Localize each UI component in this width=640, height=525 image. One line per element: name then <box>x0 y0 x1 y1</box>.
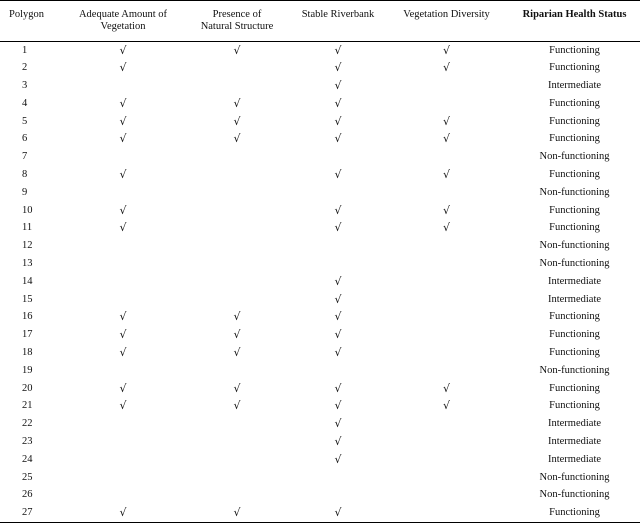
table-body <box>0 42 640 523</box>
adequate-vegetation-cell <box>64 362 182 380</box>
stable-riverbank-cell: √ <box>334 381 342 395</box>
stable-riverbank-cell: √ <box>334 78 342 92</box>
vegetation-diversity-cell: √ <box>442 61 450 75</box>
vegetation-diversity-cell <box>384 95 509 113</box>
header-riparian-health-status-line1: Riparian Health Status <box>522 9 627 20</box>
stable-riverbank-cell: √ <box>334 274 342 288</box>
vegetation-diversity-cell <box>384 344 509 362</box>
polygon-cell: 25 <box>22 471 33 483</box>
table-row <box>0 397 640 415</box>
polygon-cell: 4 <box>22 97 28 109</box>
table-row <box>0 219 640 237</box>
vegetation-diversity-cell: √ <box>442 203 450 217</box>
natural-structure-cell <box>182 166 292 184</box>
table-row <box>0 344 640 362</box>
polygon-cell: 19 <box>22 364 33 376</box>
table-row <box>0 504 640 522</box>
adequate-vegetation-cell: √ <box>119 381 127 395</box>
natural-structure-cell: √ <box>233 43 241 57</box>
natural-structure-cell <box>182 219 292 237</box>
natural-structure-cell <box>182 451 292 469</box>
health-status-cell: Intermediate <box>547 293 602 305</box>
stable-riverbank-cell <box>292 362 384 380</box>
table-row <box>0 308 640 326</box>
vegetation-diversity-cell <box>384 326 509 344</box>
stable-riverbank-cell <box>292 469 384 487</box>
health-status-cell: Intermediate <box>547 79 602 91</box>
natural-structure-cell <box>182 148 292 166</box>
vegetation-diversity-cell <box>384 504 509 522</box>
natural-structure-cell <box>182 415 292 433</box>
health-status-cell: Intermediate <box>547 435 602 447</box>
polygon-cell: 20 <box>22 382 33 394</box>
stable-riverbank-cell: √ <box>334 114 342 128</box>
health-status-cell: Functioning <box>549 62 600 74</box>
adequate-vegetation-cell: √ <box>119 399 127 413</box>
natural-structure-cell: √ <box>233 310 241 324</box>
stable-riverbank-cell: √ <box>334 96 342 110</box>
vegetation-diversity-cell <box>384 237 509 255</box>
polygon-cell: 12 <box>22 240 33 252</box>
header-stable-riverbank-line1: Stable Riverbank <box>301 9 375 20</box>
health-status-cell: Non-functioning <box>539 471 610 483</box>
health-status-cell: Intermediate <box>547 453 602 465</box>
vegetation-diversity-cell <box>384 486 509 504</box>
header-natural-structure-line2: Natural Structure <box>200 21 274 32</box>
header-natural-structure <box>182 1 292 42</box>
adequate-vegetation-cell: √ <box>119 43 127 57</box>
natural-structure-cell: √ <box>182 504 292 522</box>
polygon-cell: 16 <box>22 311 33 323</box>
adequate-vegetation-cell <box>64 273 182 291</box>
header-adequate-vegetation <box>64 1 182 42</box>
stable-riverbank-cell: √ <box>334 132 342 146</box>
health-status-cell: Functioning <box>549 382 600 394</box>
stable-riverbank-cell <box>292 486 384 504</box>
natural-structure-cell <box>182 59 292 77</box>
health-status-cell: Functioning <box>549 346 600 358</box>
stable-riverbank-cell: √ <box>334 328 342 342</box>
adequate-vegetation-cell: √ <box>119 221 127 235</box>
adequate-vegetation-cell <box>64 469 182 487</box>
table-row <box>0 130 640 148</box>
polygon-cell: 13 <box>22 257 33 269</box>
health-status-cell: Functioning <box>509 504 640 522</box>
table-row <box>0 451 640 469</box>
table-row <box>0 113 640 131</box>
table-row <box>0 184 640 202</box>
natural-structure-cell <box>182 273 292 291</box>
health-status-cell: Functioning <box>549 329 600 341</box>
header-riparian-health-status <box>509 1 640 42</box>
table-row <box>0 202 640 220</box>
adequate-vegetation-cell <box>64 237 182 255</box>
vegetation-diversity-cell: √ <box>442 221 450 235</box>
header-stable-riverbank <box>292 1 384 42</box>
polygon-cell: 22 <box>22 418 33 430</box>
natural-structure-cell <box>182 184 292 202</box>
header-vegetation-diversity <box>384 1 509 42</box>
natural-structure-cell: √ <box>233 328 241 342</box>
table-row <box>0 486 640 504</box>
health-status-cell: Functioning <box>549 97 600 109</box>
natural-structure-cell <box>182 202 292 220</box>
table-row <box>0 42 640 60</box>
table-row <box>0 166 640 184</box>
health-status-cell: Functioning <box>549 400 600 412</box>
polygon-cell: 18 <box>22 346 33 358</box>
adequate-vegetation-cell: √ <box>119 132 127 146</box>
vegetation-diversity-cell <box>384 291 509 309</box>
vegetation-diversity-cell: √ <box>442 381 450 395</box>
header-adequate-vegetation-line2: Vegetation <box>100 21 146 32</box>
table-row <box>0 433 640 451</box>
natural-structure-cell <box>182 469 292 487</box>
vegetation-diversity-cell <box>384 255 509 273</box>
polygon-cell: 1 <box>22 44 28 56</box>
header-row <box>0 1 640 42</box>
vegetation-diversity-cell: √ <box>442 399 450 413</box>
polygon-cell: 21 <box>22 400 33 412</box>
natural-structure-cell: √ <box>233 114 241 128</box>
stable-riverbank-cell: √ <box>334 399 342 413</box>
vegetation-diversity-cell <box>384 362 509 380</box>
table-header <box>0 1 640 42</box>
adequate-vegetation-cell <box>64 451 182 469</box>
table-row <box>0 362 640 380</box>
health-status-cell: Non-functioning <box>539 151 610 163</box>
polygon-cell: 10 <box>22 204 33 216</box>
stable-riverbank-cell: √ <box>292 504 384 522</box>
table-row <box>0 380 640 398</box>
adequate-vegetation-cell <box>64 433 182 451</box>
polygon-cell: 23 <box>22 435 33 447</box>
natural-structure-cell: √ <box>233 132 241 146</box>
health-status-cell: Functioning <box>549 311 600 323</box>
polygon-cell: 26 <box>22 489 33 501</box>
vegetation-diversity-cell: √ <box>442 114 450 128</box>
header-adequate-vegetation-line1: Adequate Amount of <box>78 9 168 20</box>
health-status-cell: Non-functioning <box>539 257 610 269</box>
natural-structure-cell <box>182 486 292 504</box>
stable-riverbank-cell: √ <box>334 292 342 306</box>
adequate-vegetation-cell: √ <box>119 167 127 181</box>
vegetation-diversity-cell <box>384 77 509 95</box>
polygon-cell: 14 <box>22 275 33 287</box>
vegetation-diversity-cell <box>384 469 509 487</box>
stable-riverbank-cell: √ <box>334 310 342 324</box>
adequate-vegetation-cell: √ <box>119 310 127 324</box>
table-row <box>0 469 640 487</box>
adequate-vegetation-cell: √ <box>119 345 127 359</box>
adequate-vegetation-cell <box>64 255 182 273</box>
header-polygon <box>0 1 64 42</box>
polygon-cell: 24 <box>22 453 33 465</box>
stable-riverbank-cell: √ <box>334 345 342 359</box>
health-status-cell: Functioning <box>549 115 600 127</box>
header-vegetation-diversity-line1: Vegetation Diversity <box>403 9 490 20</box>
natural-structure-cell: √ <box>233 399 241 413</box>
stable-riverbank-cell: √ <box>334 203 342 217</box>
stable-riverbank-cell <box>292 148 384 166</box>
natural-structure-cell <box>182 77 292 95</box>
stable-riverbank-cell: √ <box>334 43 342 57</box>
polygon-cell: 3 <box>22 79 28 91</box>
vegetation-diversity-cell <box>384 433 509 451</box>
vegetation-diversity-cell: √ <box>442 43 450 57</box>
natural-structure-cell <box>182 255 292 273</box>
health-status-cell: Functioning <box>549 44 600 56</box>
polygon-cell: 2 <box>22 62 28 74</box>
polygon-cell: 15 <box>22 293 33 305</box>
polygon-cell: 5 <box>22 115 28 127</box>
table-row <box>0 415 640 433</box>
adequate-vegetation-cell: √ <box>64 504 182 522</box>
polygon-cell: 9 <box>22 186 28 198</box>
vegetation-diversity-cell: √ <box>442 132 450 146</box>
polygon-cell: 7 <box>22 151 28 163</box>
adequate-vegetation-cell: √ <box>119 328 127 342</box>
header-natural-structure-line1: Presence of <box>212 9 262 20</box>
health-status-cell: Intermediate <box>547 418 602 430</box>
health-status-cell: Functioning <box>549 133 600 145</box>
polygon-cell: 8 <box>22 168 28 180</box>
health-status-cell: Non-functioning <box>539 364 610 376</box>
vegetation-diversity-cell: √ <box>442 167 450 181</box>
natural-structure-cell <box>182 433 292 451</box>
health-status-cell: Functioning <box>549 168 600 180</box>
adequate-vegetation-cell: √ <box>119 203 127 217</box>
adequate-vegetation-cell <box>64 184 182 202</box>
vegetation-diversity-cell <box>384 148 509 166</box>
health-status-cell: Non-functioning <box>539 489 610 501</box>
vegetation-diversity-cell <box>384 415 509 433</box>
stable-riverbank-cell: √ <box>334 167 342 181</box>
natural-structure-cell <box>182 237 292 255</box>
adequate-vegetation-cell: √ <box>119 114 127 128</box>
adequate-vegetation-cell <box>64 291 182 309</box>
table-row <box>0 77 640 95</box>
stable-riverbank-cell <box>292 184 384 202</box>
table-row <box>0 255 640 273</box>
polygon-cell: 11 <box>22 222 33 234</box>
vegetation-diversity-cell <box>384 273 509 291</box>
health-status-cell: Functioning <box>549 222 600 234</box>
natural-structure-cell <box>182 362 292 380</box>
natural-structure-cell: √ <box>233 345 241 359</box>
adequate-vegetation-cell <box>64 77 182 95</box>
polygon-cell: 27 <box>0 504 64 522</box>
table-row <box>0 237 640 255</box>
table-row <box>0 326 640 344</box>
stable-riverbank-cell <box>292 255 384 273</box>
vegetation-diversity-cell <box>384 184 509 202</box>
vegetation-diversity-cell <box>384 451 509 469</box>
vegetation-diversity-cell <box>384 308 509 326</box>
stable-riverbank-cell: √ <box>334 452 342 466</box>
adequate-vegetation-cell <box>64 415 182 433</box>
natural-structure-cell: √ <box>233 381 241 395</box>
adequate-vegetation-cell <box>64 148 182 166</box>
stable-riverbank-cell: √ <box>334 434 342 448</box>
adequate-vegetation-cell <box>64 486 182 504</box>
health-status-cell: Non-functioning <box>539 240 610 252</box>
table-row <box>0 59 640 77</box>
adequate-vegetation-cell: √ <box>119 61 127 75</box>
header-polygon-line1: Polygon <box>9 9 45 20</box>
health-status-cell: Functioning <box>549 204 600 216</box>
polygon-cell: 6 <box>22 133 28 145</box>
table-row <box>0 273 640 291</box>
stable-riverbank-cell <box>292 237 384 255</box>
natural-structure-cell <box>182 291 292 309</box>
health-status-cell: Non-functioning <box>539 186 610 198</box>
table-row <box>0 291 640 309</box>
adequate-vegetation-cell: √ <box>119 96 127 110</box>
table-row <box>0 95 640 113</box>
natural-structure-cell: √ <box>233 96 241 110</box>
health-status-cell: Intermediate <box>547 275 602 287</box>
stable-riverbank-cell: √ <box>334 417 342 431</box>
table-row <box>0 148 640 166</box>
polygon-cell: 17 <box>22 329 33 341</box>
stable-riverbank-cell: √ <box>334 61 342 75</box>
stable-riverbank-cell: √ <box>334 221 342 235</box>
